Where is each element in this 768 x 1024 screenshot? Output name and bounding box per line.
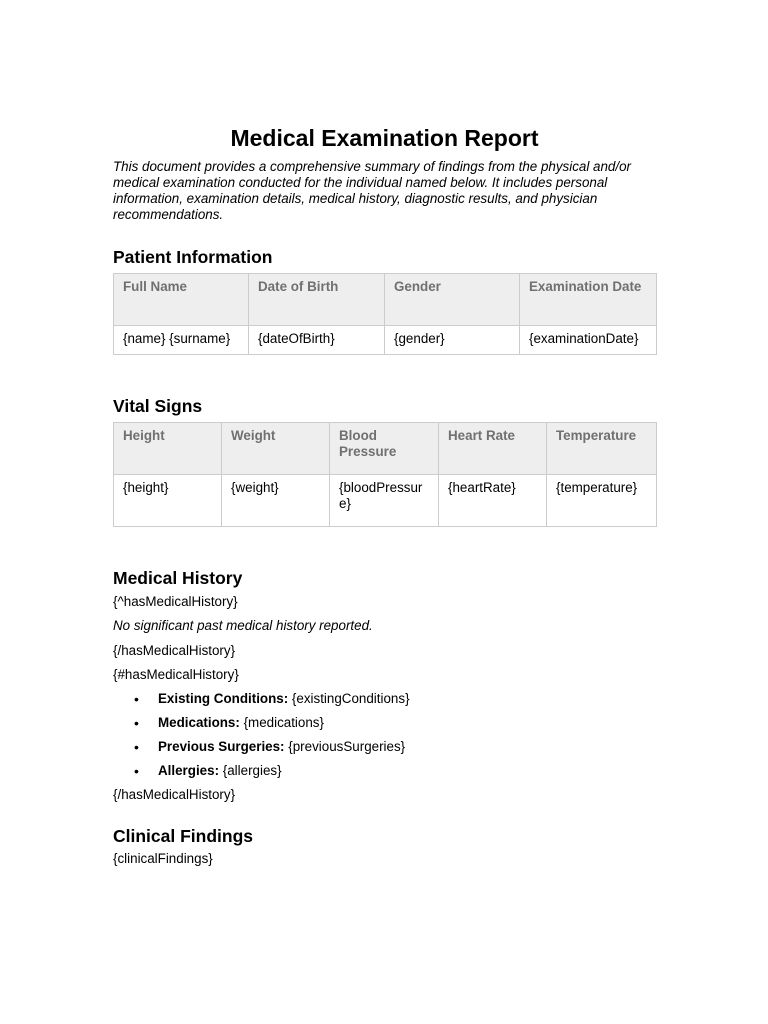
- vital-signs-heading: Vital Signs: [113, 395, 203, 416]
- template-tag: {^hasMedicalHistory}: [113, 593, 238, 609]
- cell-date-of-birth: {dateOfBirth}: [249, 326, 385, 355]
- bullet-icon: •: [134, 762, 139, 779]
- template-tag: {#hasMedicalHistory}: [113, 666, 239, 682]
- bullet-icon: •: [134, 738, 139, 755]
- template-tag: {/hasMedicalHistory}: [113, 642, 236, 658]
- bullet-icon: •: [134, 690, 139, 707]
- cell-examination-date: {examinationDate}: [520, 326, 657, 355]
- cell-temperature: {temperature}: [547, 474, 657, 526]
- cell-blood-pressure: {bloodPressure}: [330, 474, 439, 526]
- cell-full-name: {name} {surname}: [114, 326, 249, 355]
- header-temperature: Temperature: [547, 422, 657, 474]
- list-item: [134, 738, 656, 756]
- table-row: [114, 474, 657, 526]
- header-examination-date: Examination Date: [520, 274, 657, 326]
- list-item: [134, 690, 656, 708]
- table-header-row: [114, 274, 657, 326]
- medical-history-heading: Medical History: [113, 567, 243, 588]
- template-tag: {/hasMedicalHistory}: [113, 786, 236, 802]
- document-intro: This document provides a comprehensive summary of findings from the physical and/or medical examination conducted for the individual named below. It includes personal information, examination details, medical history, diagnostic results, and physician recommendations.: [113, 159, 632, 222]
- list-item: [134, 714, 656, 732]
- list-item: [134, 762, 656, 780]
- document-title: Medical Examination Report: [230, 125, 539, 151]
- header-blood-pressure: Blood Pressure: [330, 422, 439, 474]
- item-value: {medications}: [243, 714, 324, 730]
- vital-signs-table: [113, 422, 657, 527]
- no-history-note: No significant past medical history reported.: [113, 618, 373, 633]
- item-value: {existingConditions}: [291, 690, 410, 706]
- patient-info-table: [113, 273, 657, 355]
- item-value: {allergies}: [222, 762, 282, 778]
- header-height: Height: [114, 422, 222, 474]
- item-value: {previousSurgeries}: [288, 738, 406, 754]
- header-date-of-birth: Date of Birth: [249, 274, 385, 326]
- table-row: [114, 326, 657, 355]
- header-heart-rate: Heart Rate: [439, 422, 547, 474]
- header-weight: Weight: [222, 422, 330, 474]
- cell-height: {height}: [114, 474, 222, 526]
- cell-heart-rate: {heartRate}: [439, 474, 547, 526]
- bullet-icon: •: [134, 714, 139, 731]
- cell-weight: {weight}: [222, 474, 330, 526]
- item-label: Existing Conditions:: [158, 690, 289, 706]
- clinical-findings-value: {clinicalFindings}: [113, 851, 213, 866]
- item-label: Allergies:: [158, 762, 220, 778]
- document-content: [113, 124, 656, 868]
- header-full-name: Full Name: [114, 274, 249, 326]
- cell-gender: {gender}: [385, 326, 520, 355]
- medical-history-list: [113, 691, 656, 780]
- item-label: Medications:: [158, 714, 240, 730]
- clinical-findings-heading: Clinical Findings: [113, 826, 254, 846]
- header-gender: Gender: [385, 274, 520, 326]
- item-label: Previous Surgeries:: [158, 738, 285, 754]
- table-header-row: [114, 422, 657, 474]
- patient-info-heading: Patient Information: [113, 247, 273, 267]
